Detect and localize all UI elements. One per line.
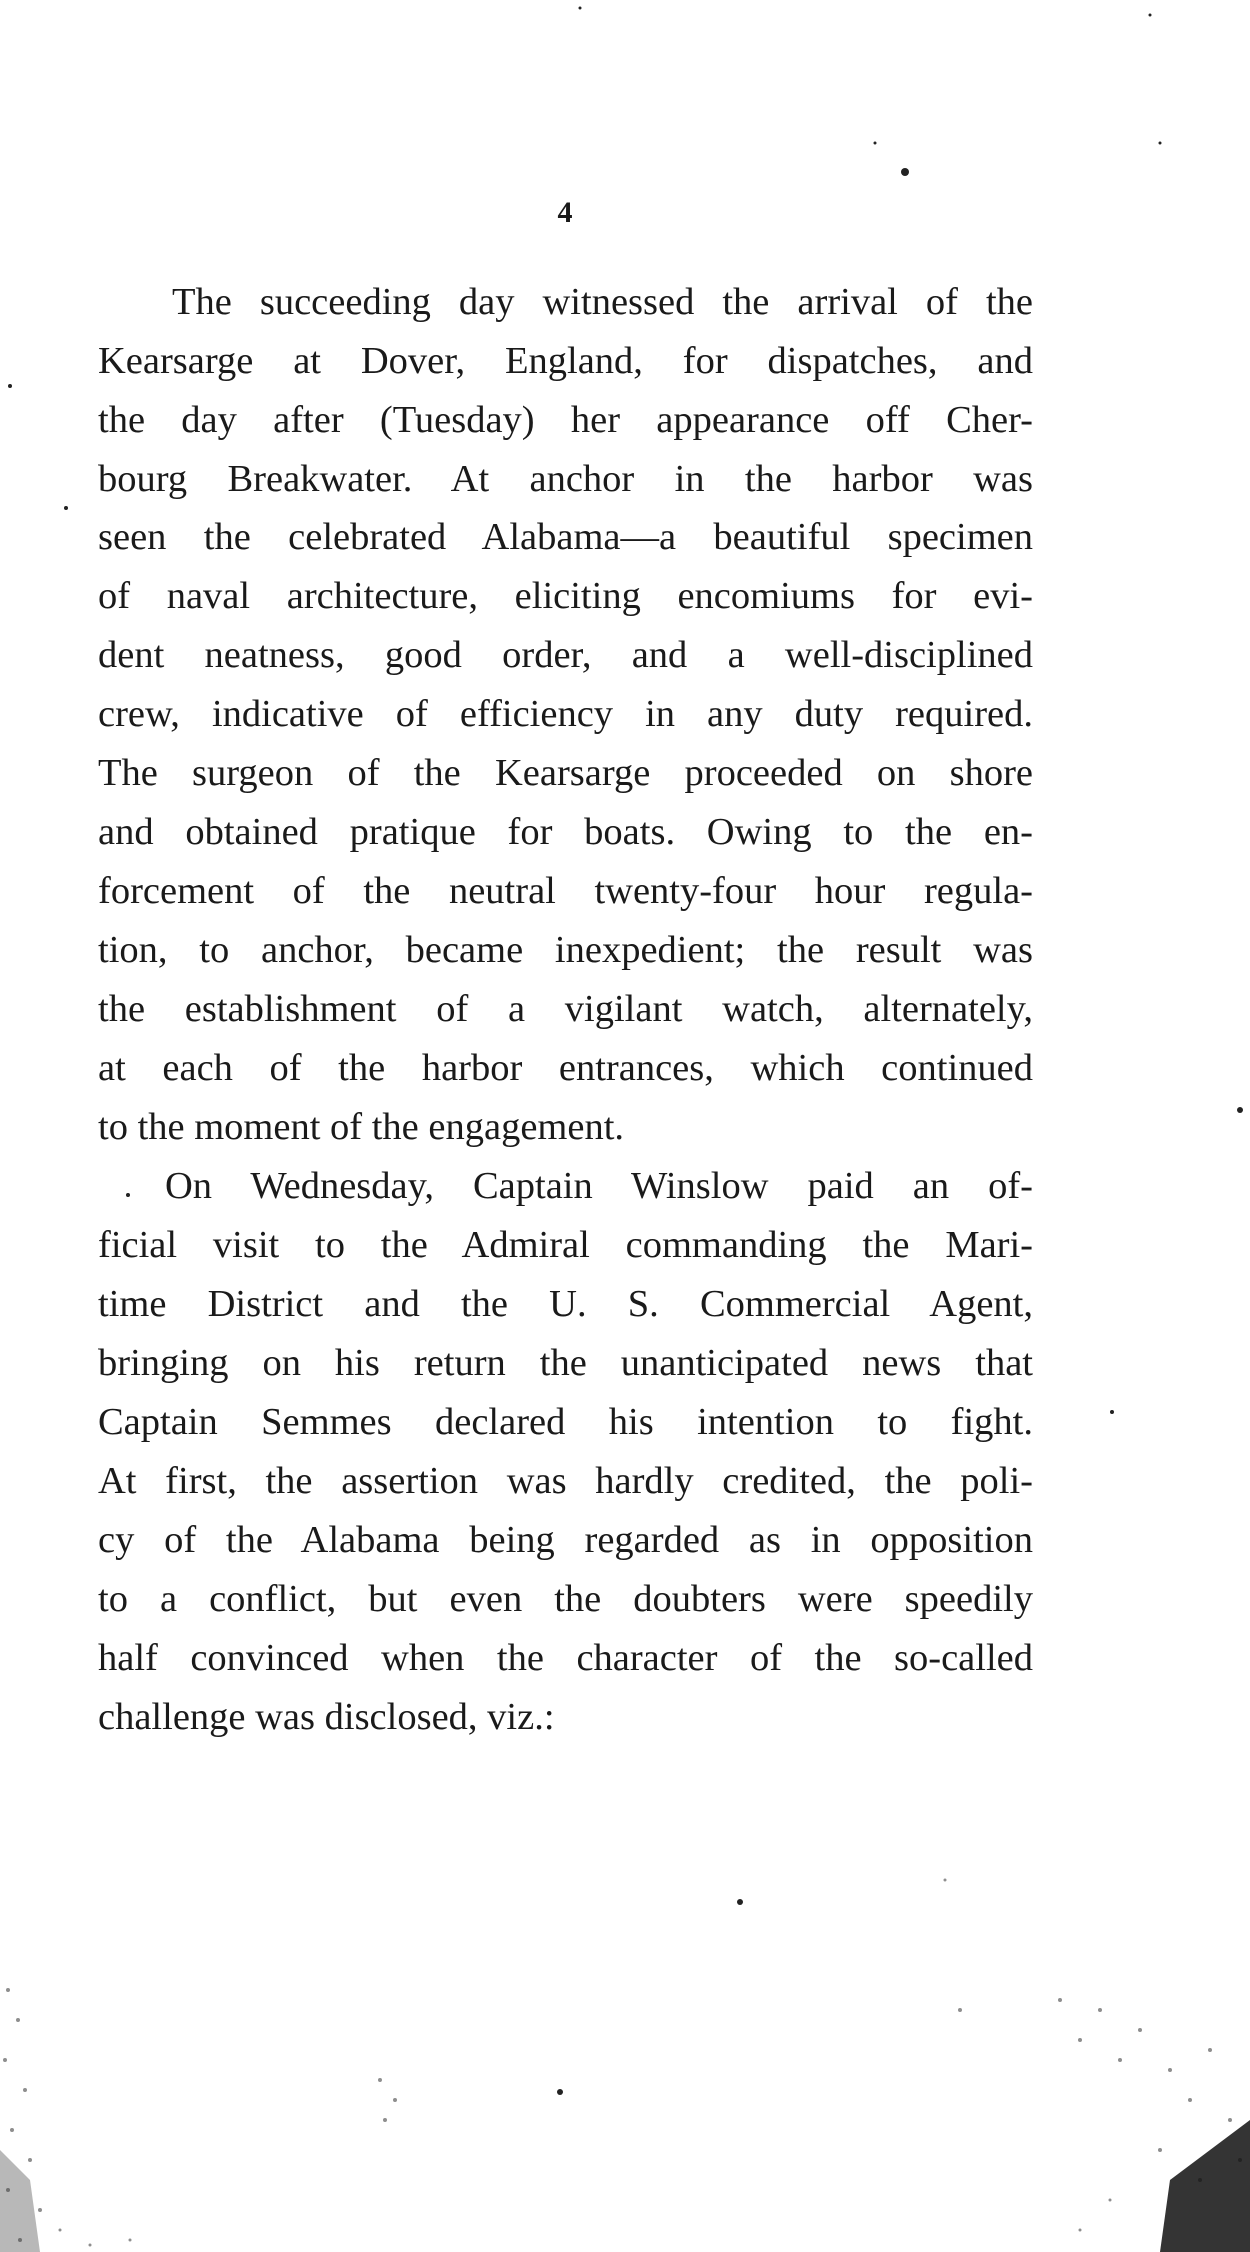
paragraph-2-line-7: cy of the Alabama being regarded as in opposition bbox=[98, 1519, 1033, 1561]
paragraph-1-line-6: of naval architecture, eliciting encomiums for evi- bbox=[98, 575, 1033, 617]
paragraph-1-line-12: tion, to anchor, became inexpedient; the result was bbox=[98, 929, 1033, 971]
paragraph-1-line-15: to the moment of the engagement. bbox=[98, 1106, 625, 1148]
paragraph-2-line-2: ficial visit to the Admiral commanding the Mari- bbox=[98, 1224, 1033, 1266]
paragraph-2-line-5: Captain Semmes declared his intention to fight. bbox=[98, 1401, 1033, 1443]
paragraph-1-line-10: and obtained pratique for boats. Owing to the en- bbox=[98, 811, 1033, 853]
paragraph-2-line-10: challenge was disclosed, viz.: bbox=[98, 1696, 555, 1738]
paragraph-1-line-13: the establishment of a vigilant watch, alternately, bbox=[98, 988, 1033, 1030]
page-number: 4 bbox=[557, 196, 573, 229]
paragraph-2-line-3: time District and the U. S. Commercial Agent, bbox=[98, 1283, 1033, 1325]
paragraph-1-line-2: Kearsarge at Dover, England, for dispatches, and bbox=[98, 340, 1033, 382]
paragraph-1-line-7: dent neatness, good order, and a well-disciplined bbox=[98, 634, 1033, 676]
paragraph-1-line-14: at each of the harbor entrances, which continued bbox=[98, 1047, 1033, 1089]
paragraph-1-line-4: bourg Breakwater. At anchor in the harbor was bbox=[98, 458, 1033, 500]
paragraph-2-line-1: On Wednesday, Captain Winslow paid an of- bbox=[165, 1165, 1033, 1207]
paragraph-2-line-6: At first, the assertion was hardly credited, the poli- bbox=[98, 1460, 1033, 1502]
paragraph-1-line-11: forcement of the neutral twenty-four hour regula- bbox=[98, 870, 1033, 912]
paragraph-1-line-8: crew, indicative of efficiency in any duty required. bbox=[98, 693, 1033, 735]
paragraph-2-line-9: half convinced when the character of the so-called bbox=[98, 1637, 1033, 1679]
paragraph-2-line-4: bringing on his return the unanticipated news that bbox=[98, 1342, 1033, 1384]
paragraph-1-line-3: the day after (Tuesday) her appearance off Cher- bbox=[98, 399, 1033, 441]
paragraph-1-line-5: seen the celebrated Alabama—a beautiful specimen bbox=[98, 516, 1033, 558]
paragraph-1-line-9: The surgeon of the Kearsarge proceeded on shore bbox=[98, 752, 1033, 794]
paragraph-2-line-8: to a conflict, but even the doubters were speedily bbox=[98, 1578, 1033, 1620]
paragraph-1-line-1: The succeeding day witnessed the arrival of the bbox=[172, 281, 1033, 323]
